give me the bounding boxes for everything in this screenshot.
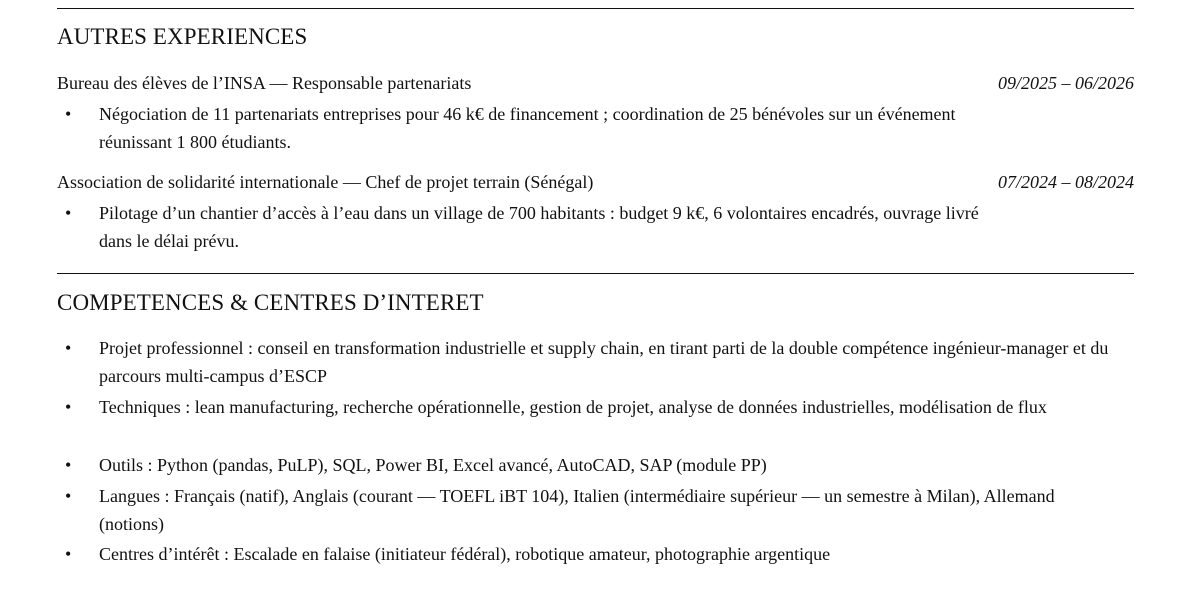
list-item	[57, 393, 1134, 421]
list-item	[57, 451, 1134, 479]
section-divider	[57, 8, 1134, 9]
entry-dates: 09/2025 – 06/2026	[997, 73, 1134, 93]
bullet-icon: •	[65, 544, 72, 564]
bullet-icon: •	[65, 104, 72, 124]
list-item	[57, 334, 1134, 390]
list-item	[57, 540, 1134, 568]
entry-title: Bureau des élèves de l’INSA — Responsable partenariats	[57, 73, 472, 93]
experience-entry-header	[57, 72, 1134, 94]
list-item	[57, 199, 1134, 255]
experience-entry-header	[57, 171, 1134, 193]
bullet-text: Négociation de 11 partenariats entreprises pour 46 k€ de financement ; coordination de 25 bénévoles sur un événement réunissant 1 800 étudiants.	[99, 104, 956, 152]
list-item	[57, 100, 1134, 156]
bullet-text: Langues : Français (natif), Anglais (courant — TOEFL iBT 104), Italien (intermédiaire supérieur — un semestre à Milan), Allemand (notions)	[99, 486, 1055, 534]
bullet-icon: •	[65, 486, 72, 506]
list-item	[57, 482, 1134, 538]
bullet-icon: •	[65, 397, 72, 417]
bullet-icon: •	[65, 338, 72, 358]
section-title-autres-experiences: AUTRES EXPERIENCES	[57, 24, 308, 49]
entry-title: Association de solidarité internationale — Chef de projet terrain (Sénégal)	[57, 172, 594, 192]
section-title-competences: COMPETENCES & CENTRES D’INTERET	[57, 290, 484, 315]
entry-dates: 07/2024 – 08/2024	[997, 172, 1134, 192]
bullet-icon: •	[65, 455, 72, 475]
bullet-text: Projet professionnel : conseil en transformation industrielle et supply chain, en tirant parti de la double compétence ingénieur-manager et du parcours multi-campus d’ESCP	[99, 338, 1109, 386]
bullet-text: Pilotage d’un chantier d’accès à l’eau dans un village de 700 habitants : budget 9 k€, 6 volontaires encadrés, ouvrage livré dans le délai prévu.	[99, 203, 979, 251]
bullet-text: Techniques : lean manufacturing, recherche opérationnelle, gestion de projet, analyse de données industrielles, modélisation de flux	[99, 397, 1047, 417]
bullet-icon: •	[65, 203, 72, 223]
section-divider	[57, 273, 1134, 274]
bullet-text: Outils : Python (pandas, PuLP), SQL, Power BI, Excel avancé, AutoCAD, SAP (module PP)	[99, 455, 767, 475]
bullet-text: Centres d’intérêt : Escalade en falaise (initiateur fédéral), robotique amateur, photographie argentique	[99, 544, 831, 564]
